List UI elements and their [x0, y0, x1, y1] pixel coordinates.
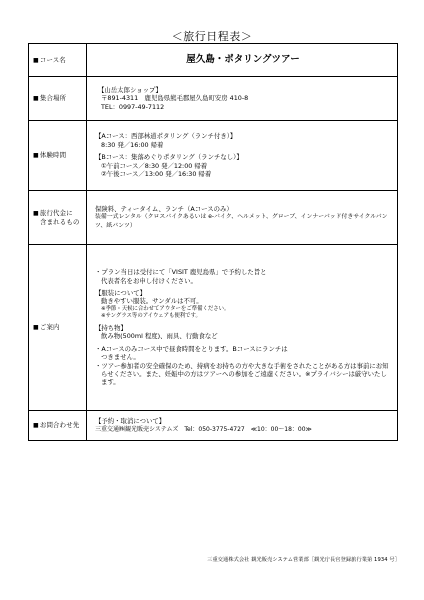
clothing-note-1: ※季節・天候に合わせてアウターをご準備ください。: [101, 305, 230, 312]
label-schedule: ■体験時間: [29, 121, 87, 191]
course-a-title: 【Aコース：西部林道ポタリング（ランチ付き）】: [95, 132, 237, 141]
meeting-tel: TEL：0997-49-7112: [101, 102, 165, 111]
items-heading: 【持ち物】: [95, 323, 127, 332]
row-contact: [29, 411, 398, 441]
course-b-afternoon: ②午後コース／13:00 発／16:30 帰着: [101, 170, 212, 179]
contact-heading: 【予約・取消について】: [95, 417, 166, 426]
row-included: [29, 191, 398, 245]
label-contact: ■お問合わせ先: [29, 411, 87, 441]
row-guide: [29, 245, 398, 411]
row-meeting-place: [29, 77, 398, 121]
contact-line: 三重交通㈱観光販売システムズ Tel：050-3775-4727 ≪10：00～18：00≫: [95, 425, 312, 433]
clothing-heading: 【服装について】: [95, 289, 146, 298]
content-schedule: [87, 121, 398, 191]
label-included: ■旅行代金に 含まれるもの: [29, 191, 87, 245]
label-guide: ■ご案内: [29, 245, 87, 411]
guide-note-2a: ・Aコースのみコース中で昼食時間をとります。Bコースにランチは: [95, 344, 288, 353]
page-title: ＜旅行日程表＞: [171, 30, 253, 43]
course-name: 屋久島・ポタリングツアー: [186, 54, 300, 65]
footer-company: 三重交通株式会社 観光販売システム営業部［観光庁長官登録旅行業第 1934 号］: [207, 557, 400, 563]
label-course-name: ■コース名: [29, 44, 87, 77]
guide-note-2b: つきません。: [101, 353, 140, 362]
guide-note-1b: 代表者名をお申し付けください。: [101, 276, 197, 285]
course-b-morning: ①午前コース／8:30 発／12:00 帰着: [101, 161, 208, 170]
course-a-time: 8:30 発／16:00 帰着: [101, 140, 164, 149]
guide-note-1a: ・プラン当日は受付にて「VISIT 鹿児島県」で予約した旨と: [95, 268, 267, 277]
items-line: 飲み物(500ml 程度)、雨具、行動食など: [101, 332, 218, 341]
content-course-name: [87, 44, 398, 77]
included-line-1: 保険料、ティータイム、ランチ（Aコースのみ）: [95, 204, 233, 213]
clothing-note-2: ※サングラス等のアイウェアも便利です。: [101, 312, 201, 319]
itinerary-table: [28, 43, 398, 441]
content-guide: [87, 245, 398, 411]
meeting-address: 〒891-4311 鹿児島県熊毛郡屋久島町安房 410-8: [101, 94, 249, 103]
course-b-title: 【Bコース：集落めぐりポタリング（ランチなし）】: [95, 153, 243, 162]
content-contact: [87, 411, 398, 441]
content-meeting-place: [87, 77, 398, 121]
label-meeting-place: ■集合場所: [29, 77, 87, 121]
guide-note-3: ・ツアー参加者の安全確保のため、持病をお持ちの方や大きな手術をされたことがある方は事前にお知らせください。また、妊娠中の方はツアーへの参加をご遠慮ください。※プライバシーは厳守いたします。: [95, 361, 389, 387]
row-schedule: [29, 121, 398, 191]
included-line-2: 装備一式レンタル（クロスバイクあるいは e-バイク、ヘルメット、グローブ、インナーパッド付きサイクルパンツ、紙パンツ）: [95, 214, 388, 229]
clothing-line: 動きやすい服装。サンダルは不可。: [101, 297, 203, 306]
row-course-name: [29, 44, 398, 77]
meeting-shop-name: 【山岳太郎ショップ】: [98, 85, 162, 94]
content-included: [87, 191, 398, 245]
